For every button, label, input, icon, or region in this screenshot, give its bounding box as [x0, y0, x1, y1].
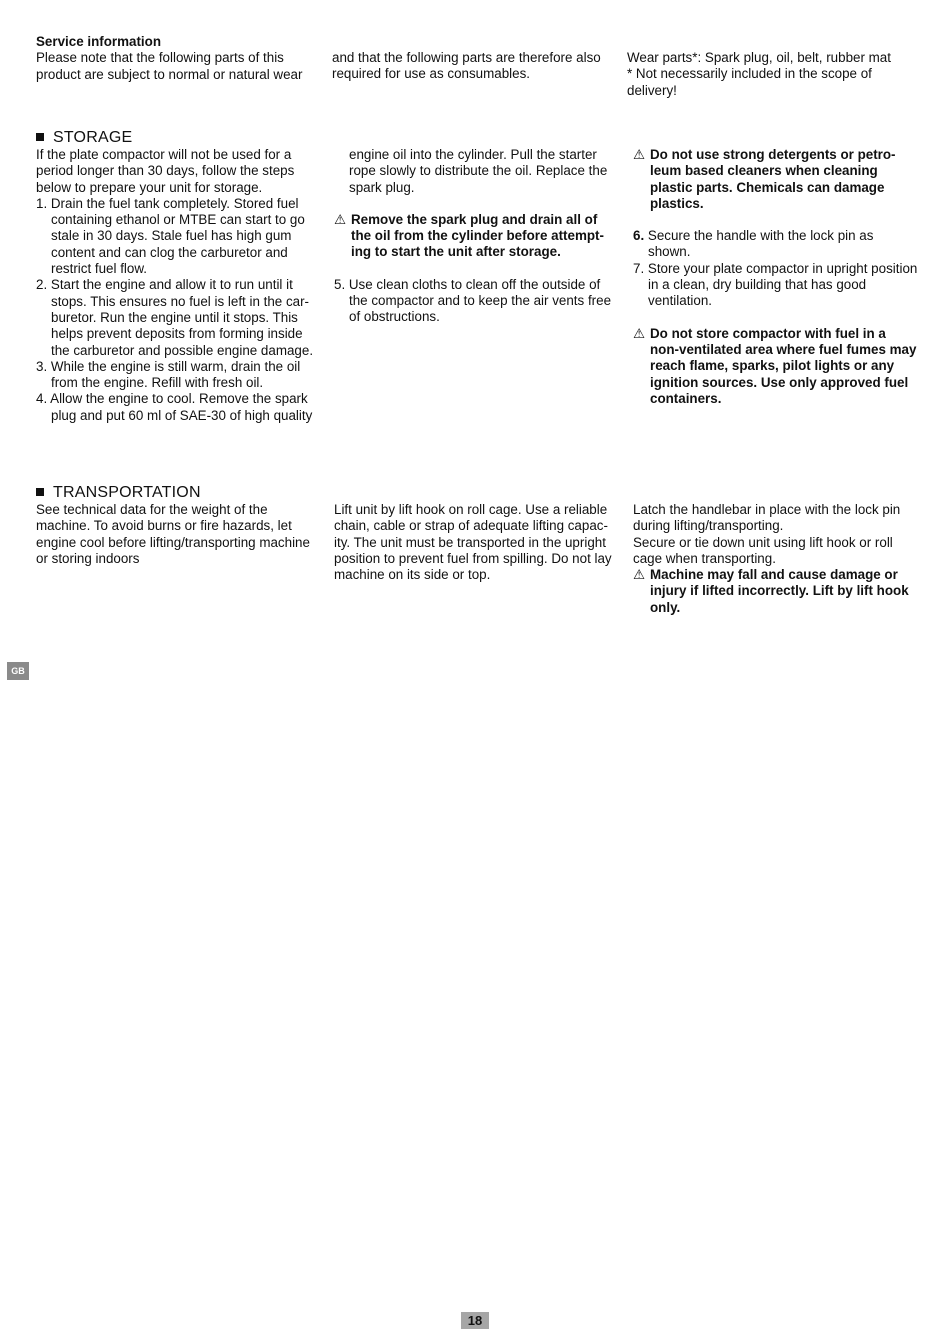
warning-lifting-text: Machine may fall and cause damage or injury if lifted incorrectly. Lift by lift hook only. [650, 567, 909, 615]
warning-triangle-icon: ⚠ [633, 147, 646, 162]
storage-step-4-continued: engine oil into the cylinder. Pull the starter rope slowly to distribute the oil. Replace the spark plug. [349, 147, 608, 195]
service-col-3 [627, 50, 912, 99]
service-text-2: and that the following parts are therefore also required for use as consumables. [332, 50, 601, 82]
transport-text-1: See technical data for the weight of the machine. To avoid burns or fire hazards, let engine cool before lifting/transporting machine or storing indoors [36, 502, 310, 566]
transport-col-1 [36, 502, 321, 567]
transport-col-3 [633, 502, 918, 616]
warning-fuel-storage-text: Do not store compactor with fuel in a non-ventilated area where fuel fumes may reach flame, sparks, pilot lights or any ignition sources. Use only approved fuel containers. [650, 325, 917, 406]
service-text-1: Please note that the following parts of this product are subject to normal or natural wear [36, 50, 303, 82]
storage-step-1: 1. Drain the fuel tank completely. Stored fuel containing ethanol or MTBE can start to go stale in 30 days. Stale fuel has high gum content and can clog the carburetor and restrict fuel flow. [36, 195, 305, 277]
warning-detergents [633, 147, 918, 212]
language-tab: GB [7, 662, 29, 680]
transport-secure-text: Secure or tie down unit using lift hook or roll cage when transporting. [633, 534, 893, 566]
storage-col-2 [334, 147, 619, 326]
warning-detergents-text: Do not use strong detergents or petro-leum based cleaners when cleaning plastic parts. Chemicals can damage plastics. [650, 147, 896, 211]
storage-step-7: 7. Store your plate compactor in upright position in a clean, dry building that has good ventilation. [633, 260, 918, 309]
storage-step-2: 2. Start the engine and allow it to run until it stops. This ensures no fuel is left in the car-buretor. Run the engine until it stops. This helps prevent deposits from forming inside the carburetor and possible engine damage. [36, 277, 314, 358]
storage-step-6-number: 6. [633, 228, 645, 244]
storage-col-3 [633, 147, 918, 407]
warning-triangle-icon: ⚠ [334, 211, 347, 227]
warning-spark-plug [334, 212, 619, 261]
storage-intro: If the plate compactor will not be used for a period longer than 30 days, follow the steps below to prepare your unit for storage. [36, 147, 295, 195]
storage-heading-label: STORAGE [53, 129, 133, 146]
page-number: 18 [461, 1312, 489, 1329]
warning-lifting [633, 567, 918, 616]
transport-col-2 [334, 502, 619, 583]
warning-triangle-icon: ⚠ [633, 567, 646, 583]
storage-step-6 [633, 228, 918, 261]
transportation-heading [36, 484, 201, 502]
warning-fuel-storage [633, 326, 918, 407]
storage-step-5: 5. Use clean cloths to clean off the outside of the compactor and to keep the air vents free of obstructions. [334, 276, 612, 325]
square-bullet-icon [36, 488, 44, 496]
storage-col-1 [36, 147, 321, 424]
service-col-2 [332, 50, 617, 83]
wear-parts-text: Wear parts*: Spark plug, oil, belt, rubber mat [627, 50, 891, 65]
service-col-1 [36, 34, 321, 83]
transportation-heading-label: TRANSPORTATION [53, 484, 201, 501]
storage-step-3: 3. While the engine is still warm, drain the oil from the engine. Refill with fresh oil. [36, 358, 301, 391]
service-heading: Service information [36, 34, 162, 49]
transport-text-2: Lift unit by lift hook on roll cage. Use a reliable chain, cable or strap of adequate lifting capac-ity. The unit must be transported in the upright position to prevent fuel from spilling. Do not lay machine on its side or top. [334, 502, 612, 583]
square-bullet-icon [36, 133, 44, 141]
warning-triangle-icon: ⚠ [633, 325, 646, 341]
storage-heading [36, 129, 132, 147]
scope-note: * Not necessarily included in the scope of delivery! [627, 66, 872, 98]
storage-step-4: 4. Allow the engine to cool. Remove the spark plug and put 60 ml of SAE-30 of high quality [36, 391, 313, 423]
transport-latch-text: Latch the handlebar in place with the lock pin during lifting/transporting. [633, 502, 901, 534]
warning-spark-plug-text: Remove the spark plug and drain all of the oil from the cylinder before attempt-ing to start the unit after storage. [351, 211, 604, 260]
storage-step-6-text: Secure the handle with the lock pin as shown. [647, 228, 874, 260]
